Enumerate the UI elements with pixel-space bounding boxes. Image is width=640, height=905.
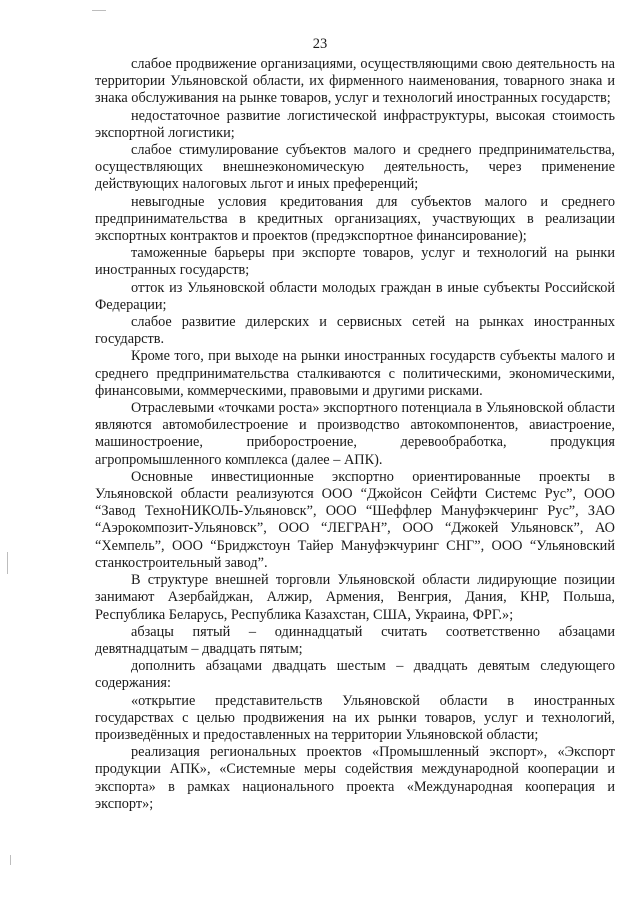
document-body — [95, 56, 615, 813]
paragraph: отток из Ульяновской области молодых граждан в иные субъекты Российской Федерации; — [95, 279, 615, 313]
scan-artifact — [92, 10, 106, 11]
paragraph: реализация региональных проектов «Промышленный экспорт», «Экспорт продукции АПК», «Системные меры содействия международной кооперации и экспорта» в рамках национального проекта «Международная кооперация и экспорт»; — [95, 744, 615, 812]
paragraph: Кроме того, при выходе на рынки иностранных государств субъекты малого и среднего предпринимательства сталкиваются с политическими, экономическими, финансовыми, коммерческими, правовыми и другими рисками. — [95, 348, 615, 399]
paragraph: недостаточное развитие логистической инфраструктуры, высокая стоимость экспортной логистики; — [95, 107, 615, 141]
scan-artifact — [10, 855, 11, 865]
paragraph: дополнить абзацами двадцать шестым – двадцать девятым следующего содержания: — [95, 658, 615, 692]
paragraph: слабое развитие дилерских и сервисных сетей на рынках иностранных государств. — [95, 314, 615, 348]
paragraph: слабое продвижение организациями, осуществляющими свою деятельность на территории Ульяновской области, их фирменного наименования, товарного знака и знака обслуживания на рынке товаров, услуг и технологий иностранных государств; — [95, 56, 615, 107]
page-number: 23 — [312, 36, 328, 52]
paragraph: «открытие представительств Ульяновской области в иностранных государствах с целью продвижения на их рынки товаров, услуг и технологий, произведённых и предоставленных на территории Ульяновской области; — [95, 692, 615, 743]
paragraph: Основные инвестиционные экспортно ориентированные проекты в Ульяновской области реализуются ООО “Джойсон Сейфти Системс Рус”, ООО “Завод ТехноНИКОЛЬ-Ульяновск”, ООО “Шеффлер Мануфэкчеринг Рус”, ЗАО “Аэрокомпозит-Ульяновск”, ООО “ЛЕГРАН”, ООО “Джокей Ульяновск”, АО “Хемпель”, ООО “Бриджстоун Тайер Мануфэкчуринг СНГ”, ООО “Ульяновский станкостроительный завод”. — [95, 468, 615, 571]
paragraph: абзацы пятый – одиннадцатый считать соответственно абзацами девятнадцатым – двадцать пятым; — [95, 623, 615, 657]
paragraph: невыгодные условия кредитования для субъектов малого и среднего предпринимательства в кредитных организациях, участвующих в реализации экспортных контрактов и проектов (предэкспортное финансирование); — [95, 193, 615, 245]
paragraph: В структуре внешней торговли Ульяновской области лидирующие позиции занимают Азербайджан, Алжир, Армения, Венгрия, Дания, КНР, Польша, Республика Беларусь, Республика Казахстан, США, Украина, ФРГ.»; — [95, 572, 615, 623]
paragraph: слабое стимулирование субъектов малого и среднего предпринимательства, осуществляющих внешнеэкономическую деятельность, через применение действующих налоговых льгот и иных преференций; — [95, 142, 615, 193]
paragraph: таможенные барьеры при экспорте товаров, услуг и технологий на рынки иностранных государств; — [95, 245, 615, 279]
paragraph: Отраслевыми «точками роста» экспортного потенциала в Ульяновской области являются автомобилестроение и производство автокомпонентов, авиастроение, машиностроение, приборостроение, деревообработка, продукция агропромышленного комплекса (далее – АПК). — [95, 400, 615, 468]
scan-artifact — [7, 552, 8, 574]
